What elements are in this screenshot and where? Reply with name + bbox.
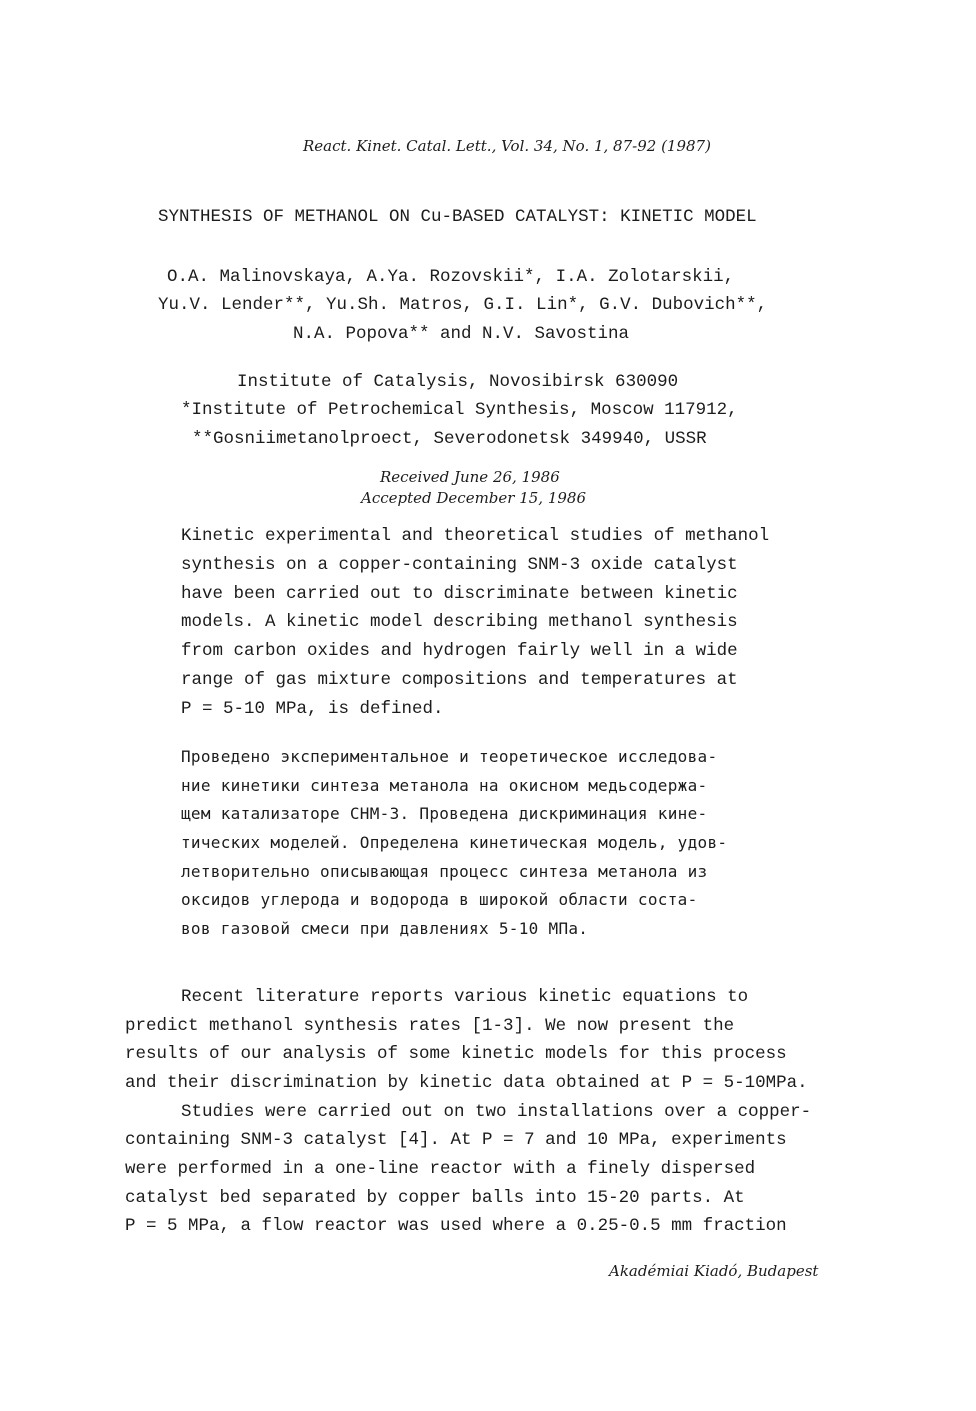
body-line: catalyst bed separated by copper balls into 15-20 parts. At [125, 1188, 745, 1208]
body-line: results of our analysis of some kinetic models for this process [125, 1044, 787, 1064]
abstract-line: вов газовой смеси при давлениях 5-10 МПа. [181, 919, 589, 938]
abstract-line: оксидов углерода и водорода в широкой области соста- [181, 890, 698, 909]
body-line: and their discrimination by kinetic data obtained at P = 5-10MPa. [125, 1073, 808, 1093]
abstract-line: have been carried out to discriminate between kinetic [181, 584, 738, 604]
author-line: O.A. Malinovskaya, A.Ya. Rozovskii*, I.A. Zolotarskii, [167, 267, 735, 287]
abstract-line: range of gas mixture compositions and temperatures at [181, 670, 738, 690]
body-line: Recent literature reports various kinetic equations to [181, 987, 749, 1007]
body-line: P = 5 MPa, a flow reactor was used where a 0.25-0.5 mm fraction [125, 1216, 787, 1236]
body-line: containing SNM-3 catalyst [4]. At P = 7 and 10 MPa, experiments [125, 1130, 787, 1150]
affiliation-line: **Gosniimetanolproect, Severodonetsk 349940, USSR [192, 429, 707, 449]
affiliation-line: *Institute of Petrochemical Synthesis, Moscow 117912, [181, 400, 738, 420]
abstract-line: P = 5-10 MPa, is defined. [181, 699, 444, 719]
body-line: Studies were carried out on two installations over a copper- [181, 1102, 812, 1122]
abstract-line: synthesis on a copper-containing SNM-3 oxide catalyst [181, 555, 738, 575]
citation: React. Kinet. Catal. Lett., Vol. 34, No. 1, 87-92 (1987) [303, 137, 711, 155]
abstract-line: Проведено экспериментальное и теоретическое исследова- [181, 747, 718, 766]
abstract-line: щем катализаторе СНМ-3. Проведена дискриминация кине- [181, 804, 708, 823]
paper-title: SYNTHESIS OF METHANOL ON Cu-BASED CATALYST: KINETIC MODEL [158, 207, 757, 227]
author-line: N.A. Popova** and N.V. Savostina [293, 324, 630, 344]
abstract-line: тических моделей. Определена кинетическая модель, удов- [181, 833, 728, 852]
abstract-line: Kinetic experimental and theoretical studies of methanol [181, 526, 770, 546]
abstract-line: летворительно описывающая процесс синтеза метанола из [181, 862, 708, 881]
body-line: predict methanol synthesis rates [1-3]. We now present the [125, 1016, 735, 1036]
accepted-date: Accepted December 15, 1986 [361, 489, 587, 507]
affiliation-line: Institute of Catalysis, Novosibirsk 630090 [237, 372, 679, 392]
abstract-line: ние кинетики синтеза метанола на окисном медьсодержа- [181, 776, 708, 795]
body-line: were performed in a one-line reactor with a finely dispersed [125, 1159, 756, 1179]
author-line: Yu.V. Lender**, Yu.Sh. Matros, G.I. Lin*, G.V. Dubovich**, [158, 295, 768, 315]
abstract-line: from carbon oxides and hydrogen fairly well in a wide [181, 641, 738, 661]
received-date: Received June 26, 1986 [380, 468, 560, 486]
abstract-line: models. A kinetic model describing methanol synthesis [181, 612, 738, 632]
publisher-footer: Akadémiai Kiadó, Budapest [609, 1262, 819, 1280]
